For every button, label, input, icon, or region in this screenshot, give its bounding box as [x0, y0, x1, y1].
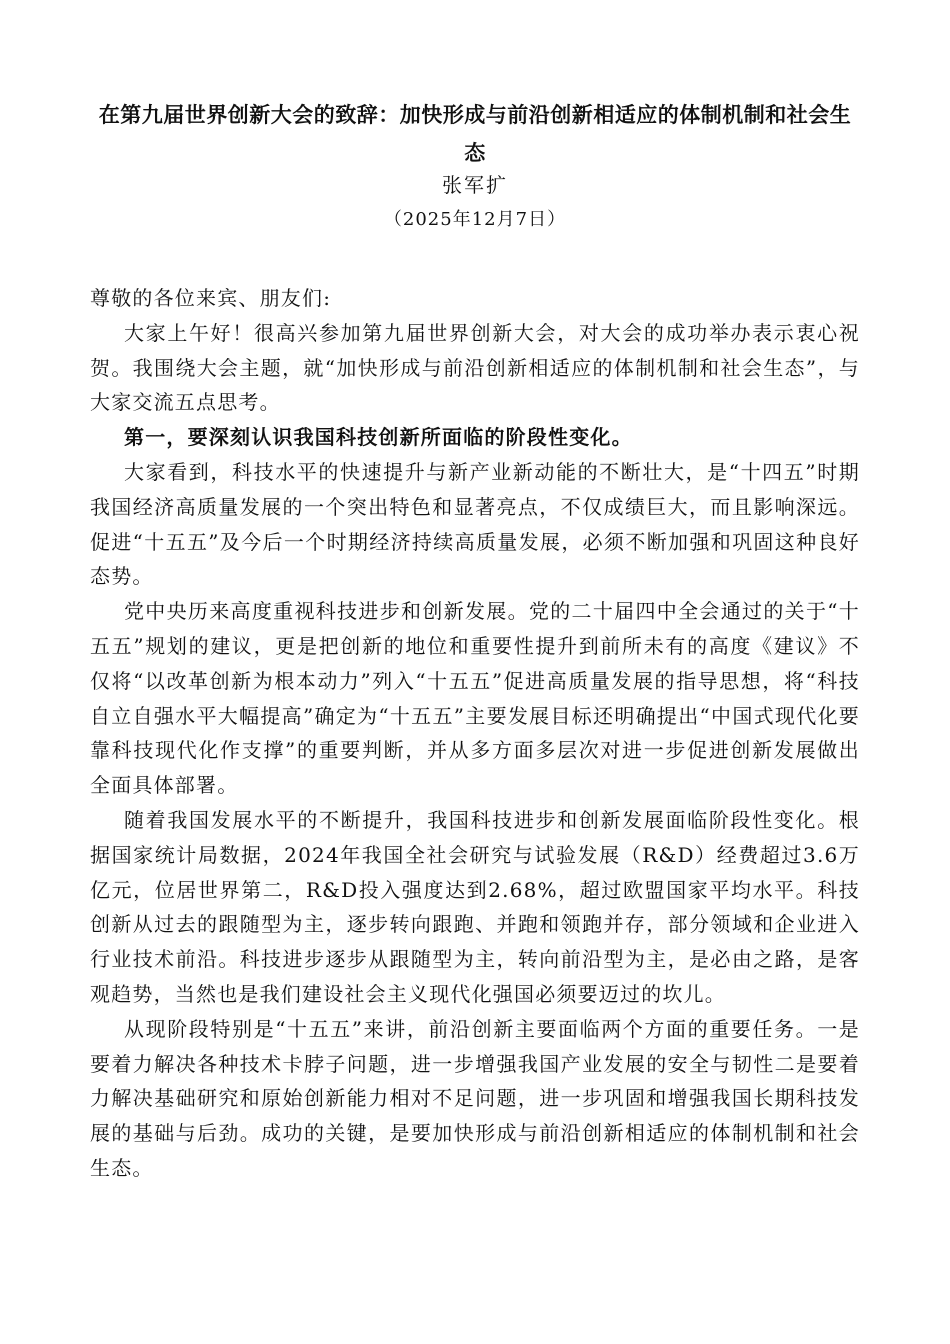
- speech-date: （2025年12月7日）: [383, 209, 567, 230]
- paragraph: 党中央历来高度重视科技进步和创新发展。党的二十届四中全会通过的关于“十五五”规划的建议，更是把创新的地位和重要性提升到前所未有的高度《建议》不仅将“以改革创新为根本动力”列入“十五五”促进高质量发展的指导思想，将“科技自立自强水平大幅提高”确定为“十五五”主要发展目标还明确提出“中国式现代化要靠科技现代化作支撑”的重要判断，并从多方面多层次对进一步促进创新发展做出全面具体部署。: [90, 599, 860, 798]
- section-heading-first: 第一，要深刻认识我国科技创新所面临的阶段性变化。: [124, 425, 633, 450]
- paragraph-opening: 大家上午好！很高兴参加第九届世界创新大会，对大会的成功举办表示衷心祝贺。我围绕大会主题，就“加快形成与前沿创新相适应的体制机制和社会生态”，与大家交流五点思考。: [90, 320, 860, 415]
- salutation: 尊敬的各位来宾、朋友们:: [90, 286, 332, 310]
- author-name: 张军扩: [442, 173, 508, 197]
- paragraph: 随着我国发展水平的不断提升，我国科技进步和创新发展面临阶段性变化。根据国家统计局数据，2024年我国全社会研究与试验发展（R&D）经费超过3.6万亿元，位居世界第二，R&D投入强度达到2.68%，超过欧盟国家平均水平。科技创新从过去的跟随型为主，逐步转向跟跑、并跑和领跑并存，部分领域和企业进入行业技术前沿。科技进步逐步从跟随型为主，转向前沿型为主，是必由之路，是客观趋势，当然也是我们建设社会主义现代化强国必须要迈过的坎儿。: [90, 807, 860, 1006]
- document-title: 在第九届世界创新大会的致辞：加快形成与前沿创新相适应的体制机制和社会生态: [98, 102, 852, 165]
- document-body: [90, 281, 860, 1186]
- paragraph: 大家看到，科技水平的快速提升与新产业新动能的不断壮大，是“十四五”时期我国经济高质量发展的一个突出特色和显著亮点，不仅成绩巨大，而且影响深远。促进“十五五”及今后一个时期经济持续高质量发展，必须不断加强和巩固这种良好态势。: [90, 459, 860, 589]
- paragraph: 从现阶段特别是“十五五”来讲，前沿创新主要面临两个方面的重要任务。一是要着力解决各种技术卡脖子问题，进一步增强我国产业发展的安全与韧性二是要着力解决基础研究和原始创新能力相对不足问题，进一步巩固和增强我国长期科技发展的基础与后劲。成功的关键，是要加快形成与前沿创新相适应的体制机制和社会生态。: [90, 1016, 860, 1180]
